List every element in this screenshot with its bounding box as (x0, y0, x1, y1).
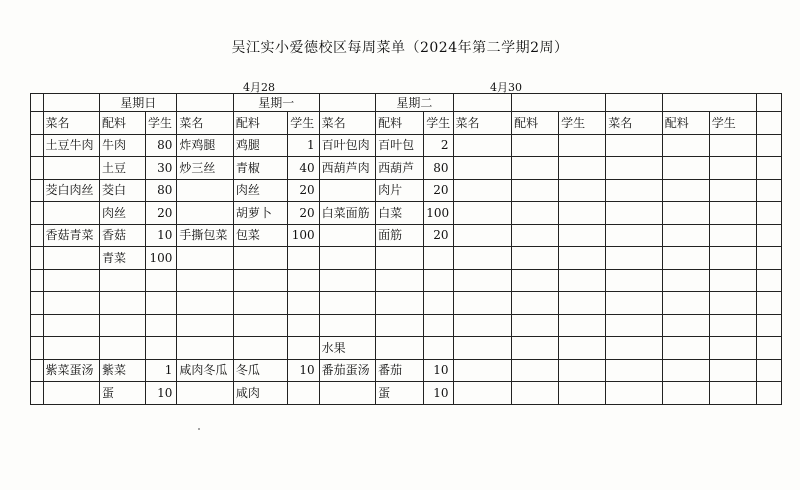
student-count-cell (424, 292, 453, 315)
ingredient-cell: 百叶包 (376, 134, 424, 157)
ingredient-cell: 鸡腿 (233, 134, 287, 157)
empty-cell (709, 382, 756, 405)
dish-cell: 手撕包菜 (177, 224, 233, 247)
table-row (31, 224, 782, 247)
empty-cell (512, 292, 559, 315)
empty-cell (709, 179, 756, 202)
ingredient-cell: 牛肉 (100, 134, 146, 157)
header-ingredient: 配料 (376, 112, 424, 135)
dish-cell (43, 337, 99, 360)
dish-cell (319, 382, 375, 405)
dish-cell: 香菇青菜 (43, 224, 99, 247)
ingredient-cell (376, 337, 424, 360)
empty-cell (709, 269, 756, 292)
student-count-cell (146, 337, 177, 360)
empty-cell (453, 134, 512, 157)
dish-cell (43, 247, 99, 270)
empty-cell (662, 157, 709, 180)
dish-cell: 百叶包肉 (319, 134, 375, 157)
student-count-cell (288, 269, 319, 292)
student-count-cell: 1 (288, 134, 319, 157)
ingredient-cell: 蛋 (100, 382, 146, 405)
ingredient-cell: 蛋 (376, 382, 424, 405)
dish-cell: 水果 (319, 337, 375, 360)
empty-cell (756, 157, 781, 180)
ingredient-cell: 土豆 (100, 157, 146, 180)
empty-cell (662, 224, 709, 247)
dish-cell (177, 337, 233, 360)
header-ingredient: 配料 (100, 112, 146, 135)
ingredient-cell (100, 269, 146, 292)
empty-cell (709, 134, 756, 157)
empty-cell (453, 202, 512, 225)
empty-cell (662, 337, 709, 360)
dish-cell (319, 292, 375, 315)
dish-cell (43, 202, 99, 225)
dish-cell (177, 292, 233, 315)
ingredient-cell (233, 269, 287, 292)
student-count-cell: 30 (146, 157, 177, 180)
empty-cell (756, 359, 781, 382)
table-row (31, 269, 782, 292)
empty-cell (559, 202, 606, 225)
student-count-cell (288, 314, 319, 337)
ingredient-cell (233, 292, 287, 315)
table-row (31, 359, 782, 382)
empty-cell (453, 382, 512, 405)
empty-cell (453, 314, 512, 337)
header-dish: 菜名 (606, 112, 662, 135)
dish-cell (319, 269, 375, 292)
empty-cell (606, 382, 662, 405)
ingredient-cell (100, 314, 146, 337)
header-dish: 菜名 (43, 112, 99, 135)
ingredient-cell (100, 337, 146, 360)
empty-cell (512, 314, 559, 337)
empty-cell (559, 292, 606, 315)
dish-cell (43, 292, 99, 315)
dish-cell (177, 382, 233, 405)
student-count-cell: 100 (424, 202, 453, 225)
student-count-cell: 20 (424, 224, 453, 247)
empty-cell (662, 292, 709, 315)
empty-cell (709, 224, 756, 247)
table-row (31, 134, 782, 157)
ingredient-cell (233, 314, 287, 337)
empty-cell (453, 337, 512, 360)
empty-cell (709, 157, 756, 180)
student-count-cell: 10 (146, 382, 177, 405)
student-count-cell: 10 (424, 382, 453, 405)
student-count-cell: 20 (424, 179, 453, 202)
empty-cell (512, 179, 559, 202)
table-row (31, 202, 782, 225)
dish-cell (319, 314, 375, 337)
dish-cell: 咸肉冬瓜 (177, 359, 233, 382)
ingredient-cell: 紫菜 (100, 359, 146, 382)
dish-cell (177, 269, 233, 292)
date-label-1: 4月28 (243, 81, 275, 94)
student-count-cell: 100 (288, 224, 319, 247)
header-student: 学生 (559, 112, 606, 135)
empty-cell (606, 337, 662, 360)
ingredient-cell: 白菜 (376, 202, 424, 225)
dish-cell: 白菜面筋 (319, 202, 375, 225)
day-header-row (31, 94, 782, 112)
empty-cell (512, 202, 559, 225)
empty-cell (662, 134, 709, 157)
empty-cell (709, 337, 756, 360)
empty-cell (453, 157, 512, 180)
empty-cell (453, 269, 512, 292)
date-label-2: 4月30 (490, 81, 522, 94)
table-row (31, 337, 782, 360)
ingredient-cell (233, 247, 287, 270)
empty-cell (453, 247, 512, 270)
dish-cell (177, 202, 233, 225)
empty-cell (662, 247, 709, 270)
header-dish: 菜名 (319, 112, 375, 135)
student-count-cell: 80 (424, 157, 453, 180)
student-count-cell: 20 (288, 202, 319, 225)
header-student: 学生 (146, 112, 177, 135)
table-row (31, 292, 782, 315)
empty-cell (709, 359, 756, 382)
empty-cell (756, 337, 781, 360)
header-dish: 菜名 (453, 112, 512, 135)
header-ingredient: 配料 (512, 112, 559, 135)
empty-cell (606, 134, 662, 157)
empty-cell (559, 382, 606, 405)
empty-cell (453, 224, 512, 247)
empty-cell (453, 179, 512, 202)
empty-cell (559, 157, 606, 180)
empty-cell (709, 202, 756, 225)
ingredient-cell (376, 247, 424, 270)
empty-cell (662, 382, 709, 405)
ingredient-cell: 青菜 (100, 247, 146, 270)
student-count-cell (424, 247, 453, 270)
dish-cell: 紫菜蛋汤 (43, 359, 99, 382)
ingredient-cell: 冬瓜 (233, 359, 287, 382)
header-ingredient: 配料 (662, 112, 709, 135)
dish-cell: 茭白肉丝 (43, 179, 99, 202)
dish-cell: 番茄蛋汤 (319, 359, 375, 382)
empty-cell (606, 157, 662, 180)
column-header-row (31, 112, 782, 135)
table-row (31, 382, 782, 405)
empty-cell (709, 314, 756, 337)
student-count-cell: 10 (288, 359, 319, 382)
empty-cell (512, 359, 559, 382)
empty-cell (606, 314, 662, 337)
empty-cell (756, 247, 781, 270)
scan-speck (198, 428, 200, 430)
empty-cell (453, 292, 512, 315)
dish-cell (177, 247, 233, 270)
empty-cell (559, 179, 606, 202)
ingredient-cell: 肉丝 (233, 179, 287, 202)
empty-cell (662, 269, 709, 292)
empty-cell (559, 269, 606, 292)
student-count-cell (288, 337, 319, 360)
dish-cell (319, 224, 375, 247)
ingredient-cell: 肉丝 (100, 202, 146, 225)
ingredient-cell: 肉片 (376, 179, 424, 202)
empty-cell (756, 179, 781, 202)
table-row (31, 179, 782, 202)
empty-cell (512, 337, 559, 360)
dish-cell (319, 179, 375, 202)
student-count-cell: 40 (288, 157, 319, 180)
dish-cell: 西葫芦肉 (319, 157, 375, 180)
dish-cell: 炒三丝 (177, 157, 233, 180)
page-title: 吴江实小爱德校区每周菜单（2024年第二学期2周） (231, 40, 569, 56)
dish-cell (43, 157, 99, 180)
student-count-cell (146, 314, 177, 337)
student-count-cell (146, 269, 177, 292)
ingredient-cell: 西葫芦 (376, 157, 424, 180)
dish-cell: 炸鸡腿 (177, 134, 233, 157)
empty-cell (606, 292, 662, 315)
student-count-cell (288, 247, 319, 270)
ingredient-cell: 包菜 (233, 224, 287, 247)
empty-cell (662, 202, 709, 225)
ingredient-cell (376, 269, 424, 292)
ingredient-cell (376, 314, 424, 337)
empty-cell (606, 269, 662, 292)
header-student: 学生 (709, 112, 756, 135)
ingredient-cell: 胡萝卜 (233, 202, 287, 225)
dish-cell (43, 382, 99, 405)
header-dish: 菜名 (177, 112, 233, 135)
student-count-cell: 20 (288, 179, 319, 202)
ingredient-cell: 茭白 (100, 179, 146, 202)
ingredient-cell: 番茄 (376, 359, 424, 382)
empty-cell (709, 247, 756, 270)
empty-cell (559, 247, 606, 270)
student-count-cell: 1 (146, 359, 177, 382)
student-count-cell (424, 314, 453, 337)
dish-cell (177, 314, 233, 337)
ingredient-cell (233, 337, 287, 360)
dish-cell (43, 314, 99, 337)
empty-cell (606, 247, 662, 270)
empty-cell (756, 314, 781, 337)
ingredient-cell: 咸肉 (233, 382, 287, 405)
empty-cell (559, 337, 606, 360)
empty-cell (756, 269, 781, 292)
student-count-cell (288, 382, 319, 405)
empty-cell (606, 224, 662, 247)
empty-cell (512, 269, 559, 292)
empty-cell (662, 179, 709, 202)
dish-cell (319, 247, 375, 270)
dish-cell: 土豆牛肉 (43, 134, 99, 157)
empty-cell (559, 314, 606, 337)
ingredient-cell: 香菇 (100, 224, 146, 247)
student-count-cell: 10 (424, 359, 453, 382)
header-student: 学生 (288, 112, 319, 135)
ingredient-cell: 面筋 (376, 224, 424, 247)
weekly-menu-table (30, 93, 782, 405)
empty-cell (512, 247, 559, 270)
dish-cell (177, 179, 233, 202)
empty-cell (756, 134, 781, 157)
empty-cell (756, 224, 781, 247)
student-count-cell (424, 269, 453, 292)
table-row (31, 314, 782, 337)
empty-cell (512, 224, 559, 247)
empty-cell (559, 224, 606, 247)
empty-cell (606, 359, 662, 382)
student-count-cell (424, 337, 453, 360)
empty-cell (512, 134, 559, 157)
dish-cell (43, 269, 99, 292)
table-row (31, 157, 782, 180)
ingredient-cell: 青椒 (233, 157, 287, 180)
student-count-cell (146, 292, 177, 315)
empty-cell (559, 359, 606, 382)
student-count-cell (288, 292, 319, 315)
empty-cell (756, 202, 781, 225)
day-sunday: 星期日 (100, 94, 177, 112)
empty-cell (756, 292, 781, 315)
student-count-cell: 80 (146, 134, 177, 157)
empty-cell (662, 314, 709, 337)
header-student: 学生 (424, 112, 453, 135)
day-tuesday: 星期二 (376, 94, 453, 112)
student-count-cell: 100 (146, 247, 177, 270)
ingredient-cell (376, 292, 424, 315)
student-count-cell: 80 (146, 179, 177, 202)
ingredient-cell (100, 292, 146, 315)
table-row (31, 247, 782, 270)
empty-cell (512, 157, 559, 180)
empty-cell (512, 382, 559, 405)
student-count-cell: 10 (146, 224, 177, 247)
empty-cell (662, 359, 709, 382)
empty-cell (756, 382, 781, 405)
empty-cell (453, 359, 512, 382)
day-monday: 星期一 (233, 94, 319, 112)
empty-cell (606, 202, 662, 225)
student-count-cell: 2 (424, 134, 453, 157)
student-count-cell: 20 (146, 202, 177, 225)
empty-cell (709, 292, 756, 315)
empty-cell (606, 179, 662, 202)
header-ingredient: 配料 (233, 112, 287, 135)
empty-cell (559, 134, 606, 157)
